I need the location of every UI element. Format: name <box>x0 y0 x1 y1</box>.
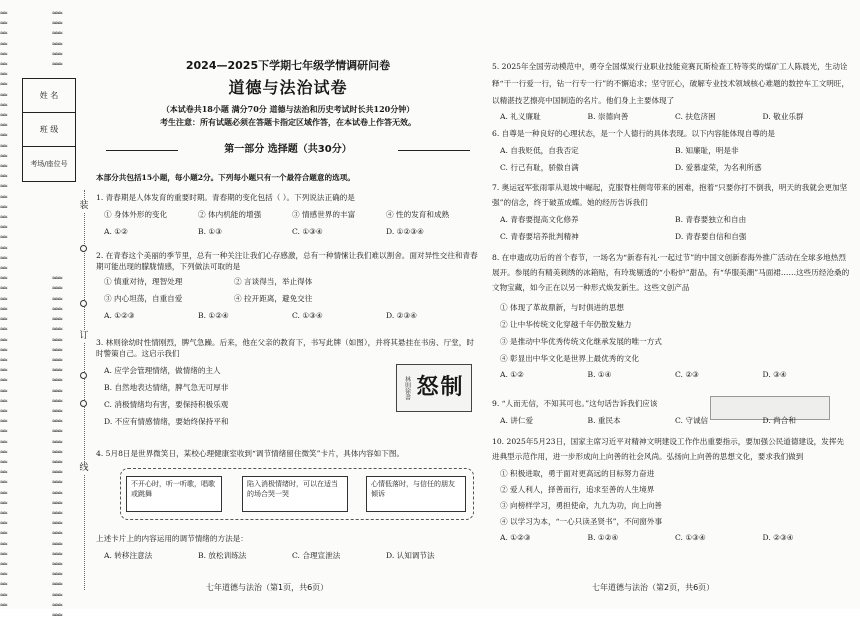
card-3: 心情低落时，与信任的朋友倾诉 <box>366 476 466 512</box>
option-b[interactable]: B. ①③ <box>198 227 223 236</box>
student-info-table <box>22 78 76 182</box>
question-stem: 4. 5月8日是世界微笑日，某校心理健康室收到“调节情绪留住微笑”卡片，具体内容如下图。 <box>96 449 405 458</box>
question-6 <box>492 128 850 173</box>
question-item: ③ 向榜样学习，勇担使命，九九为功，向上向善 <box>500 501 662 510</box>
left-page <box>96 0 480 609</box>
option-c[interactable]: C. 行己有耻，骄傲自满 <box>500 163 579 172</box>
class-field[interactable] <box>23 113 75 147</box>
part1-intro: 本部分共包括15小题，每小题2分。下列每小题只有一个最符合题意的选项。 <box>96 173 355 182</box>
option-d[interactable]: D. 尚合和 <box>762 416 796 425</box>
question-stem: 5. 2025年全国劳动模范中，勇夺全国煤炭行业职业技能竞赛瓦斯检查工特等奖的煤矿工人陈晨光，生动诠释“干一行爱一行，钻一行专一行”的不懈追求；坚守匠心，破解专业技术领域核心难题的数控车工文明旺，以精湛技艺擦亮中国制造的名片。他们身上主要体现了 <box>492 62 850 105</box>
question-stem: 6. 自尊是一种良好的心理状态，是一个人德行的具体表现。以下内容能体现自尊的是 <box>492 129 776 138</box>
option-b[interactable]: B. 知廉耻，明是非 <box>675 146 739 155</box>
option-a[interactable]: A. 应学会管理情绪，做情绪的主人 <box>104 366 221 375</box>
question-4-followup <box>96 533 480 561</box>
option-c[interactable]: C. 青春要培养批判精神 <box>500 232 579 241</box>
option-b[interactable]: B. ①②④ <box>198 311 229 320</box>
decorative-border-left: ≈≈ ≈≈ ≈≈ ≈≈ ≈≈ ≈≈ ≈≈ ≈≈ ≈≈ ≈≈ ≈≈ ≈≈ ≈≈ ≈≈ ≈≈ ≈≈ ≈≈ ≈≈ ≈≈ ≈≈ ≈≈ ≈≈ ≈≈ ≈≈ ≈≈ ≈≈ ≈≈ ≈≈ ≈≈ ≈≈ ≈≈ ≈≈ ≈≈ ≈≈ ≈≈ ≈≈ ≈≈ ≈≈ ≈≈ ≈≈ ≈≈ ≈≈ ≈≈ ≈≈ ≈≈ ≈≈ ≈≈ ≈≈ ≈≈ ≈≈ ≈≈ ≈≈ ≈≈ ≈≈ ≈≈ ≈≈ ≈≈ ≈≈ ≈≈ <box>0 9 7 609</box>
question-1 <box>96 192 480 237</box>
option-a[interactable]: A. 自我贬低，自我否定 <box>500 146 579 155</box>
plaque-inscription: 林則徐書 <box>403 376 411 400</box>
question-item: ④ 彰显出中华文化是世界上最优秀的文化 <box>500 354 640 363</box>
question-item: ③ 内心坦荡，自重自爱 <box>104 294 183 303</box>
option-b[interactable]: B. 自然地表达情绪，脾气急无可厚非 <box>104 383 229 392</box>
footer-page-2: 七年道德与法治（第2页，共6页） <box>592 583 715 592</box>
option-a[interactable]: A. 青春要提高文化修养 <box>500 215 579 224</box>
question-7 <box>492 180 850 242</box>
exam-note: 考生注意：所有试题必须在答题卡指定区域作答，在本试卷上作答无效。 <box>160 117 416 127</box>
question-5 <box>492 58 850 122</box>
option-c[interactable]: C. ②③ <box>675 370 699 379</box>
option-d[interactable]: D. 不应有情感情绪，要始终保持平和 <box>104 417 229 426</box>
option-c[interactable]: C. 消极情绪均有害，要保持积极乐观 <box>104 400 229 409</box>
name-field[interactable] <box>23 79 75 113</box>
question-item: ① 积极进取，勇于面对更高远的目标努力奋进 <box>500 469 655 478</box>
name-label: 姓 名 <box>39 90 59 100</box>
option-a[interactable]: A. ①② <box>500 370 524 379</box>
question-item: ① 体现了革故鼎新，与时俱进的思想 <box>500 303 624 312</box>
binding-mark-ding: 订 <box>78 330 90 343</box>
option-b[interactable]: B. 青春要独立和自由 <box>675 215 747 224</box>
footer-page-1: 七年道德与法治（第1页，共6页） <box>206 583 329 592</box>
option-c[interactable]: C. ①③④ <box>675 533 706 542</box>
option-c[interactable]: C. 守诚信 <box>675 416 709 425</box>
question-item: ④ 以学习为本，“一心只读圣贤书”，不问窗外事 <box>500 517 663 526</box>
seat-field[interactable] <box>23 147 75 181</box>
question-item: ② 体内机能的增强 <box>198 210 262 219</box>
question-2 <box>96 250 480 321</box>
option-c[interactable]: C. ①③④ <box>292 311 323 320</box>
binding-strip <box>0 0 92 619</box>
option-a[interactable]: A. ①②③ <box>104 311 135 320</box>
exam-title-line: 2024—2025下学期七年级学情调研问卷 <box>185 59 391 72</box>
option-d[interactable]: D. ③④ <box>762 370 787 379</box>
binding-hole-2 <box>80 300 87 307</box>
option-b[interactable]: B. 崇德向善 <box>587 112 629 121</box>
exam-info: （本试卷共18小题 满分70分 道德与法治和历史考试时长共120分钟） <box>161 104 415 114</box>
question-stem: 7. 奥运冠军张雨霏从退坡中崛起，克服脊柱侧弯带来的困难，抱着“只要你打不倒我，明天的我就会更加坚强”的信念，终于破茧成蝶。她的经历告诉我们 <box>492 183 848 207</box>
question-8 <box>492 250 850 380</box>
option-c[interactable]: C. ①③④ <box>292 227 323 236</box>
option-c[interactable]: C. 扶危济困 <box>675 112 716 121</box>
question-9 <box>492 398 850 426</box>
option-a[interactable]: A. 礼义廉耻 <box>500 112 541 121</box>
question-4 <box>96 448 480 459</box>
option-a[interactable]: A. 转移注意法 <box>104 551 153 560</box>
question-item: ② 让中华传统文化穿越千年仍散发魅力 <box>500 320 632 329</box>
question-item: ① 身体外形的变化 <box>104 210 168 219</box>
question-item: ① 慎重对待，理智处理 <box>104 277 183 286</box>
decorative-border-right: ≈≈≈ ≈≈≈ ≈≈≈ ≈≈≈ ≈≈≈ ≈≈≈ ≈≈≈ ≈≈≈ ≈≈≈ ≈≈≈ ≈≈≈ ≈≈≈ ≈≈≈ ≈≈≈ ≈≈≈ ≈≈≈ ≈≈≈ ≈≈≈ ≈≈≈ ≈≈≈ ≈≈≈ ≈≈≈ ≈≈≈ ≈≈≈ ≈≈≈ ≈≈≈ ≈≈≈ ≈≈≈ ≈≈≈ ≈≈≈ ≈≈≈ ≈≈≈ ≈≈≈ ≈≈≈ ≈≈≈ ≈≈≈ ≈≈≈ ≈≈≈ ≈≈≈ ≈≈≈ <box>52 9 62 619</box>
option-d[interactable]: D. 敬业乐群 <box>762 112 804 121</box>
option-a[interactable]: A. ①②③ <box>500 533 531 542</box>
option-a[interactable]: A. 讲仁爱 <box>500 416 534 425</box>
option-b[interactable]: B. 放松训练法 <box>198 551 247 560</box>
binding-mark-xian: 线 <box>78 462 90 475</box>
plaque-calligraphy: 怒制 <box>416 375 465 401</box>
question-stem: 2. 在青春这个美丽的季节里，总有一种关注让我们心存感激，总有一种情愫让我们难以割舍。面对异性交往和青春期可能出现的朦胧情感，下列做法可取的是 <box>96 251 478 271</box>
question-item: ② 言谈得当，举止得体 <box>234 277 313 286</box>
question-stem: 10. 2025年5月23日，国家主席习近平对精神文明建设工作作出重要指示，要加强公民道德建设，发挥先进典型示范作用，进一步形成向上向善的社会风尚。弘扬向上向善的思想文化，要求我们做到 <box>492 437 845 461</box>
card-2: 陷入消极情绪时，可以在适当的场合哭一哭 <box>242 476 348 512</box>
calligraphy-plaque-image <box>396 364 472 412</box>
binding-mark-zhuang: 装 <box>78 200 90 213</box>
question-item: ③ 是推动中华优秀传统文化继承发展的唯一方式 <box>500 337 662 346</box>
question-item: ④ 性的发育和成熟 <box>386 210 450 219</box>
option-a[interactable]: A. ①② <box>104 227 128 236</box>
option-d[interactable]: D. ①②③④ <box>386 227 424 236</box>
option-d[interactable]: D. 青春要自信和自强 <box>675 232 747 241</box>
question-stem: 3. 林则徐幼时性情刚烈，脾气急躁。后来，他在父亲的教育下，书写此牌（如图），并将其悬挂在书房、厅堂，时时警策自己。这启示我们 <box>96 338 474 358</box>
part1-title: 第一部分 选择题（共30分） <box>224 144 352 155</box>
exam-subject: 道德与法治试卷 <box>228 78 348 97</box>
question-prompt: 上述卡片上的内容运用的调节情绪的方法是： <box>96 534 248 543</box>
option-b[interactable]: B. ①②④ <box>587 533 619 542</box>
emotion-cards-image <box>120 468 474 520</box>
binding-hole-4 <box>80 400 87 407</box>
question-item: ③ 情感世界的丰富 <box>292 210 356 219</box>
question-10 <box>492 434 850 543</box>
question-stem: 9. “人而无信，不知其可也。”这句话告诉我们应该 <box>492 399 658 408</box>
seat-label: 考场/座位号 <box>30 159 68 168</box>
option-b[interactable]: B. 重民本 <box>587 416 621 425</box>
binding-hole-1 <box>80 245 87 252</box>
option-d[interactable]: D. 爱慕虚荣，为名利所惑 <box>675 163 762 172</box>
class-label: 班 级 <box>39 124 59 134</box>
option-d[interactable]: D. ②③④ <box>386 311 418 320</box>
binding-hole-3 <box>80 372 87 379</box>
question-stem: 1. 青春期是人体发育的重要时期。青春期的变化包括（ ）。下列说法正确的是 <box>96 193 355 202</box>
option-d[interactable]: D. 认知调节法 <box>386 551 435 560</box>
right-page <box>492 0 850 609</box>
option-d[interactable]: D. ②③④ <box>762 533 794 542</box>
option-c[interactable]: C. 合理宣泄法 <box>292 551 341 560</box>
option-b[interactable]: B. ①④ <box>587 370 612 379</box>
question-item: ④ 拉开距离，避免交往 <box>234 294 313 303</box>
question-stem: 8. 在申遗成功后的首个春节，一场名为“新春有礼·一起过节”的中国文创新春海外推广活动在全球多地热烈展开。参展的有精美刺绣的冰箱贴，有玲珑剔透的“小粉炉”甜品，有“华服美潮”马面裙……这些历经沧桑的文物宝藏，如今正在以另一种形式焕发新生。这些文创产品 <box>492 253 850 292</box>
card-1: 不开心时，听一听歌，唱歌或跳舞 <box>126 476 222 512</box>
question-item: ② 爱人利人，择善而行，追求至善的人生境界 <box>500 485 655 494</box>
